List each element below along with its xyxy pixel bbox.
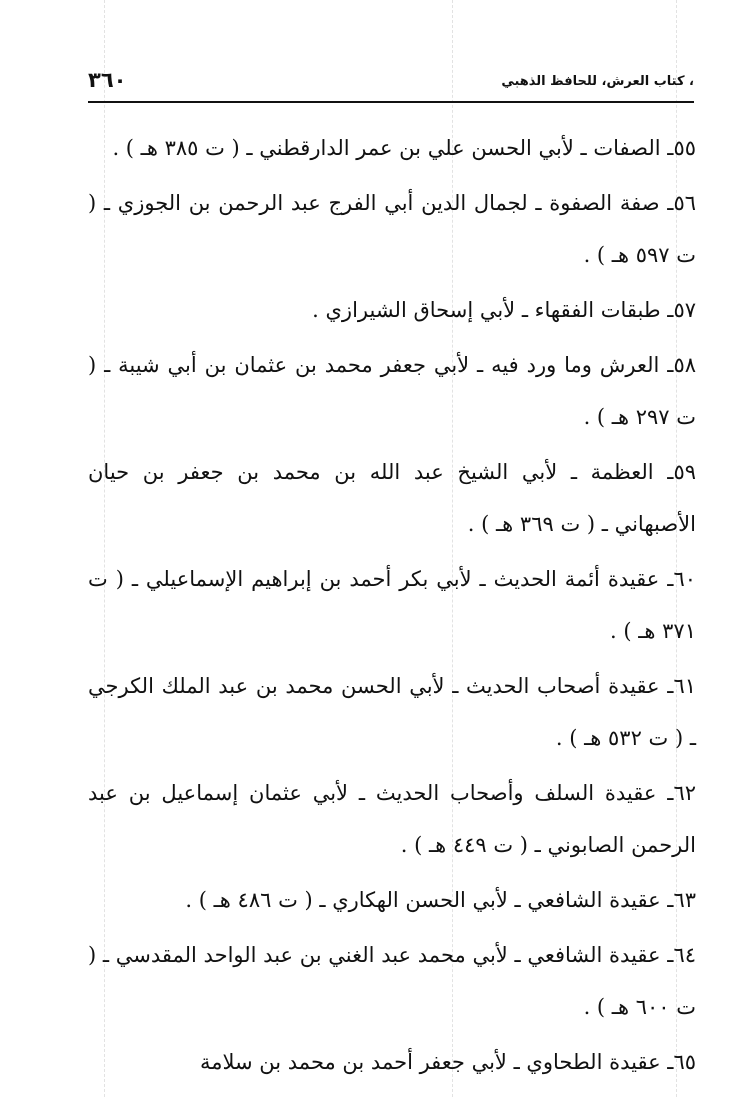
bibliography-entry: ٥٧ـ طبقات الفقهاء ـ لأبي إسحاق الشيرازي . bbox=[312, 298, 696, 322]
entry-text: عقيدة أئمة الحديث ـ لأبي بكر أحمد بن إبراهيم الإسماعيلي ـ ( ت ٣٧١ هـ ) . bbox=[88, 567, 696, 643]
entry-number: ٦٥ bbox=[673, 1050, 696, 1074]
entry-number: ٦١ bbox=[673, 674, 696, 698]
entry-number: ٦٣ bbox=[673, 888, 696, 912]
entry-number: ٥٥ bbox=[673, 136, 696, 160]
entry-text: عقيدة أصحاب الحديث ـ لأبي الحسن محمد بن عبد الملك الكرجي ـ ( ت ٥٣٢ هـ ) . bbox=[88, 674, 696, 750]
entry-text: عقيدة الشافعي ـ لأبي محمد عبد الغني بن عبد الواحد المقدسي ـ ( ت ٦٠٠ هـ ) . bbox=[88, 943, 696, 1019]
bibliography-entry: ٥٦ـ صفة الصفوة ـ لجمال الدين أبي الفرج عبد الرحمن بن الجوزي ـ ( ت ٥٩٧ هـ ) . bbox=[88, 191, 696, 267]
entry-text: صفة الصفوة ـ لجمال الدين أبي الفرج عبد الرحمن بن الجوزي ـ ( ت ٥٩٧ هـ ) . bbox=[88, 191, 696, 267]
entry-text: عقيدة الطحاوي ـ لأبي جعفر أحمد بن محمد بن سلامة bbox=[199, 1050, 661, 1074]
running-header bbox=[88, 68, 694, 98]
bibliography-list bbox=[88, 122, 696, 1091]
bibliography-entry: ٦٤ـ عقيدة الشافعي ـ لأبي محمد عبد الغني بن عبد الواحد المقدسي ـ ( ت ٦٠٠ هـ ) . bbox=[88, 943, 696, 1019]
entry-text: الصفات ـ لأبي الحسن علي بن عمر الدارقطني ـ ( ت ٣٨٥ هـ ) . bbox=[112, 136, 661, 160]
entry-number: ٦٠ bbox=[673, 567, 696, 591]
bibliography-entry: ٦٣ـ عقيدة الشافعي ـ لأبي الحسن الهكاري ـ ( ت ٤٨٦ هـ ) . bbox=[185, 888, 696, 912]
bibliography-entry: ٥٨ـ العرش وما ورد فيه ـ لأبي جعفر محمد بن عثمان بن أبي شيبة ـ ( ت ٢٩٧ هـ ) . bbox=[88, 353, 696, 429]
entry-text: عقيدة السلف وأصحاب الحديث ـ لأبي عثمان إسماعيل بن عبد الرحمن الصابوني ـ ( ت ٤٤٩ هـ ) . bbox=[88, 781, 696, 857]
bibliography-entry: ٦٢ـ عقيدة السلف وأصحاب الحديث ـ لأبي عثمان إسماعيل بن عبد الرحمن الصابوني ـ ( ت ٤٤٩ هـ ) . bbox=[88, 781, 697, 857]
entry-text: العرش وما ورد فيه ـ لأبي جعفر محمد بن عثمان بن أبي شيبة ـ ( ت ٢٩٧ هـ ) . bbox=[88, 353, 696, 429]
page-number: ٣٦٠ bbox=[88, 68, 127, 92]
entry-text: العظمة ـ لأبي الشيخ عبد الله بن محمد بن جعفر بن حيان الأصبهاني ـ ( ت ٣٦٩ هـ ) . bbox=[88, 460, 696, 536]
entry-number: ٥٩ bbox=[673, 460, 696, 484]
bibliography-entry: ٦٠ـ عقيدة أئمة الحديث ـ لأبي بكر أحمد بن إبراهيم الإسماعيلي ـ ( ت ٣٧١ هـ ) . bbox=[88, 567, 696, 643]
entry-text: عقيدة الشافعي ـ لأبي الحسن الهكاري ـ ( ت ٤٨٦ هـ ) . bbox=[185, 888, 661, 912]
entry-number: ٦٤ bbox=[673, 943, 696, 967]
entry-number: ٦٢ bbox=[673, 781, 697, 805]
header-rule bbox=[88, 101, 694, 103]
entry-number: ٥٧ bbox=[673, 298, 696, 322]
bibliography-entry: ٥٩ـ العظمة ـ لأبي الشيخ عبد الله بن محمد بن جعفر بن حيان الأصبهاني ـ ( ت ٣٦٩ هـ ) . bbox=[88, 460, 696, 536]
entry-text: طبقات الفقهاء ـ لأبي إسحاق الشيرازي . bbox=[312, 298, 661, 322]
running-header-title: ، كتاب العرش، للحافظ الذهبي bbox=[501, 74, 694, 89]
bibliography-entry: ٦١ـ عقيدة أصحاب الحديث ـ لأبي الحسن محمد بن عبد الملك الكرجي ـ ( ت ٥٣٢ هـ ) . bbox=[88, 674, 696, 750]
bibliography-entry: ٥٥ـ الصفات ـ لأبي الحسن علي بن عمر الدارقطني ـ ( ت ٣٨٥ هـ ) . bbox=[112, 136, 696, 160]
bibliography-entry: ٦٥ـ عقيدة الطحاوي ـ لأبي جعفر أحمد بن محمد بن سلامة bbox=[199, 1050, 696, 1074]
entry-number: ٥٦ bbox=[673, 191, 696, 215]
entry-number: ٥٨ bbox=[673, 353, 696, 377]
